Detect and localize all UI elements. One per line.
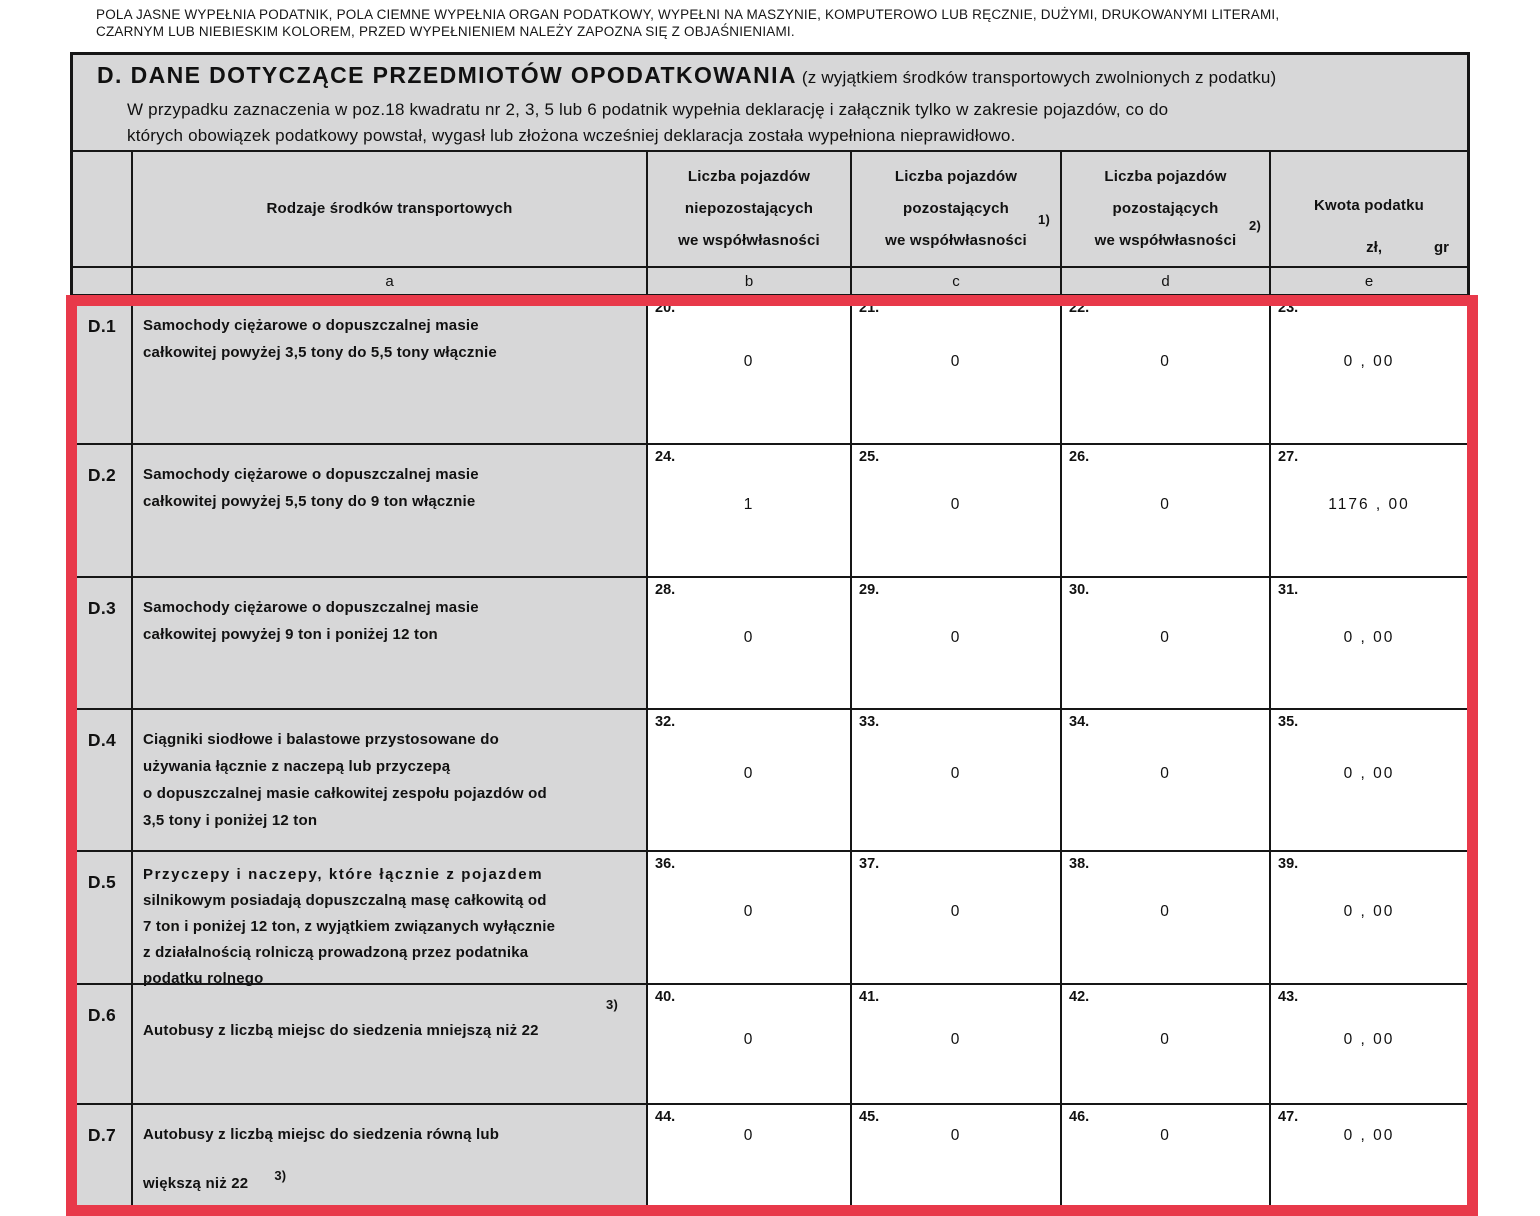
row-d1-id: D.1: [73, 296, 133, 443]
field-31-value: 0 , 00: [1343, 628, 1395, 646]
field-30[interactable]: [1062, 578, 1271, 708]
row-d2-id: D.2: [73, 445, 133, 576]
field-39-value: 0 , 00: [1343, 903, 1395, 921]
field-36[interactable]: [648, 852, 852, 983]
field-20-value: 0: [743, 353, 755, 371]
subtitle-line-2: których obowiązek podatkowy powstał, wygasł lub złożona wcześniej deklaracja została wypełniona nieprawidłowo.: [127, 125, 1016, 145]
header-d-footnote: 2): [1249, 218, 1261, 233]
row-d2-label: Samochody ciężarowe o dopuszczalnej masie całkowitej powyżej 5,5 tony do 9 ton włącznie: [133, 445, 648, 576]
field-34-number: 34.: [1069, 714, 1090, 730]
section-d-subtitle: [127, 97, 1447, 148]
header-c-line1: Liczba pojazdów: [894, 168, 1018, 185]
unit-gr: gr: [1434, 239, 1449, 256]
table-row-d5: [73, 852, 1467, 985]
field-24[interactable]: [648, 445, 852, 576]
field-38-number: 38.: [1069, 856, 1090, 872]
section-d-title-text: D. DANE DOTYCZĄCE PRZEDMIOTÓW OPODATKOWANIA: [97, 62, 797, 88]
field-40-value: 0: [743, 1031, 755, 1049]
field-47-value: 0 , 00: [1343, 1127, 1395, 1145]
row-d6-id: D.6: [73, 985, 133, 1103]
row-d4-label: Ciągniki siodłowe i balastowe przystosowane do używania łącznie z naczepą lub przyczepą o dopuszczalnej masie całkowitej zespołu pojazdów od 3,5 tony i poniżej 12 ton: [133, 710, 648, 850]
field-36-value: 0: [743, 903, 755, 921]
field-43-value: 0 , 00: [1343, 1031, 1395, 1049]
field-44[interactable]: [648, 1105, 852, 1216]
field-35[interactable]: [1271, 710, 1467, 850]
field-22[interactable]: [1062, 296, 1271, 443]
field-45-value: 0: [950, 1127, 962, 1145]
field-39-number: 39.: [1278, 856, 1299, 872]
field-43[interactable]: [1271, 985, 1467, 1103]
field-34[interactable]: [1062, 710, 1271, 850]
field-26-number: 26.: [1069, 449, 1090, 465]
table-row-d6: [73, 985, 1467, 1105]
field-25-value: 0: [950, 496, 962, 514]
header-e-label: Kwota podatku: [1313, 197, 1425, 214]
field-27[interactable]: [1271, 445, 1467, 576]
field-42-value: 0: [1160, 1031, 1171, 1049]
letter-cell-e: e: [1364, 272, 1374, 290]
table-header-row: [73, 152, 1467, 268]
field-26-value: 0: [1160, 496, 1171, 514]
field-20[interactable]: [648, 296, 852, 443]
header-c-line2: pozostających: [903, 200, 1009, 217]
field-42[interactable]: [1062, 985, 1271, 1103]
table-row-d4: [73, 710, 1467, 852]
field-40[interactable]: [648, 985, 852, 1103]
field-44-value: 0: [743, 1127, 755, 1145]
letter-cell-a: a: [133, 268, 648, 294]
field-39[interactable]: [1271, 852, 1467, 983]
field-29[interactable]: [852, 578, 1062, 708]
row-d3-id: D.3: [73, 578, 133, 708]
field-38-value: 0: [1160, 903, 1171, 921]
field-43-number: 43.: [1278, 989, 1299, 1005]
field-45[interactable]: [852, 1105, 1062, 1216]
field-38[interactable]: [1062, 852, 1271, 983]
field-33-value: 0: [950, 764, 962, 782]
row-d7-footnote: 3): [274, 1168, 287, 1183]
field-46-number: 46.: [1069, 1109, 1090, 1125]
field-23[interactable]: [1271, 296, 1467, 443]
letter-cell-c: c: [852, 268, 1062, 294]
field-29-value: 0: [950, 628, 962, 646]
header-b-line1: Liczba pojazdów: [687, 168, 811, 185]
field-25-number: 25.: [859, 449, 880, 465]
field-35-value: 0 , 00: [1343, 764, 1395, 782]
row-d7-label: Autobusy z liczbą miejsc do siedzenia równą lub większą niż 22 3): [133, 1105, 648, 1216]
header-c-footnote: 1): [1038, 212, 1050, 227]
letter-cell-d: d: [1062, 268, 1271, 294]
section-d-title: [97, 62, 1276, 89]
section-d-box: [70, 52, 1470, 1216]
table-row-d3: [73, 578, 1467, 710]
field-33[interactable]: [852, 710, 1062, 850]
field-30-value: 0: [1160, 628, 1171, 646]
field-46[interactable]: [1062, 1105, 1271, 1216]
field-27-value: 1176 , 00: [1328, 496, 1410, 514]
field-23-number: 23.: [1278, 300, 1299, 316]
table-row-d1: [73, 296, 1467, 445]
header-cell-c: [852, 152, 1062, 266]
header-d-line2: pozostających: [1112, 200, 1219, 217]
field-44-number: 44.: [655, 1109, 676, 1125]
field-23-value: 0 , 00: [1343, 353, 1395, 371]
header-d-line3: we współwłasności: [1094, 232, 1237, 249]
field-24-number: 24.: [655, 449, 676, 465]
field-29-number: 29.: [859, 582, 880, 598]
field-22-number: 22.: [1069, 300, 1090, 316]
table-row-d2: [73, 445, 1467, 578]
field-37[interactable]: [852, 852, 1062, 983]
header-cell-d: [1062, 152, 1271, 266]
letter-cell-blank: [73, 268, 133, 294]
column-letter-row: [73, 268, 1467, 296]
field-47[interactable]: [1271, 1105, 1467, 1216]
row-d1-label: Samochody ciężarowe o dopuszczalnej masie całkowitej powyżej 3,5 tony do 5,5 tony włącznie: [133, 296, 648, 443]
field-28[interactable]: [648, 578, 852, 708]
field-30-number: 30.: [1069, 582, 1090, 598]
field-24-value: 1: [743, 496, 755, 514]
field-45-number: 45.: [859, 1109, 880, 1125]
row-d7-id: D.7: [73, 1105, 133, 1216]
field-22-value: 0: [1160, 353, 1171, 371]
vehicles-table: [73, 150, 1467, 1216]
instructions-line-1: POLA JASNE WYPEŁNIA PODATNIK, POLA CIEMNE WYPEŁNIA ORGAN PODATKOWY, WYPEŁNI NA MASZYNIE, KOMPUTEROWO LUB RĘCZNIE, DUŻYMI, DRUKOWANYMI LITERAMI,: [96, 7, 1280, 22]
header-cell-a: [133, 152, 648, 266]
field-37-number: 37.: [859, 856, 880, 872]
field-37-value: 0: [950, 903, 962, 921]
header-b-line3: we współwłasności: [678, 232, 820, 249]
field-32[interactable]: [648, 710, 852, 850]
field-42-number: 42.: [1069, 989, 1090, 1005]
field-26[interactable]: [1062, 445, 1271, 576]
field-46-value: 0: [1160, 1127, 1171, 1145]
field-28-value: 0: [743, 628, 755, 646]
header-cell-b: [648, 152, 852, 266]
field-21[interactable]: [852, 296, 1062, 443]
field-21-value: 0: [950, 353, 962, 371]
section-d-title-suffix: (z wyjątkiem środków transportowych zwolnionych z podatku): [796, 68, 1277, 87]
header-c-line3: we współwłasności: [885, 232, 1027, 249]
header-cell-rowlabel: [73, 152, 133, 266]
field-35-number: 35.: [1278, 714, 1299, 730]
field-21-number: 21.: [859, 300, 880, 316]
field-31[interactable]: [1271, 578, 1467, 708]
form-instructions: [96, 6, 1486, 40]
header-b-line2: niepozostających: [684, 200, 814, 217]
letter-cell-b: b: [648, 268, 852, 294]
header-d-line1: Liczba pojazdów: [1104, 168, 1227, 185]
header-cell-e: [1271, 152, 1467, 266]
row-d3-label: Samochody ciężarowe o dopuszczalnej masie całkowitej powyżej 9 ton i poniżej 12 ton: [133, 578, 648, 708]
field-41-number: 41.: [859, 989, 880, 1005]
row-d5-id: D.5: [73, 852, 133, 983]
row-d6-label: Autobusy z liczbą miejsc do siedzenia mniejszą niż 22 3): [133, 985, 648, 1103]
field-33-number: 33.: [859, 714, 880, 730]
field-40-number: 40.: [655, 989, 676, 1005]
field-32-value: 0: [743, 764, 755, 782]
header-a-label: Rodzaje środków transportowych: [266, 200, 513, 217]
field-47-number: 47.: [1278, 1109, 1299, 1125]
field-41-value: 0: [950, 1031, 962, 1049]
field-25[interactable]: [852, 445, 1062, 576]
row-d4-id: D.4: [73, 710, 133, 850]
field-28-number: 28.: [655, 582, 676, 598]
table-row-d7: [73, 1105, 1467, 1216]
field-20-number: 20.: [655, 300, 676, 316]
field-36-number: 36.: [655, 856, 676, 872]
instructions-line-2: CZARNYM LUB NIEBIESKIM KOLOREM, PRZED WYPEŁNIENIEM NALEŻY ZAPOZNA SIĘ Z OBJAŚNIENIAMI.: [96, 24, 795, 39]
unit-zl: zł,: [1366, 239, 1382, 256]
field-41[interactable]: [852, 985, 1062, 1103]
field-34-value: 0: [1160, 764, 1171, 782]
subtitle-line-1: W przypadku zaznaczenia w poz.18 kwadratu nr 2, 3, 5 lub 6 podatnik wypełnia deklarację i załącznik tylko w zakresie pojazdów, co do: [127, 100, 1169, 119]
header-e-units: [1366, 239, 1449, 256]
field-27-number: 27.: [1278, 449, 1299, 465]
row-d6-footnote: 3): [606, 997, 618, 1012]
field-31-number: 31.: [1278, 582, 1299, 598]
field-32-number: 32.: [655, 714, 676, 730]
row-d5-label: Przyczepy i naczepy, które łącznie z pojazdem silnikowym posiadają dopuszczalną masę całkowitą od 7 ton i poniżej 12 ton, z wyjątkiem związanych wyłącznie z działalnością rolniczą prowadzoną przez podatnika podatku rolnego: [133, 852, 648, 983]
